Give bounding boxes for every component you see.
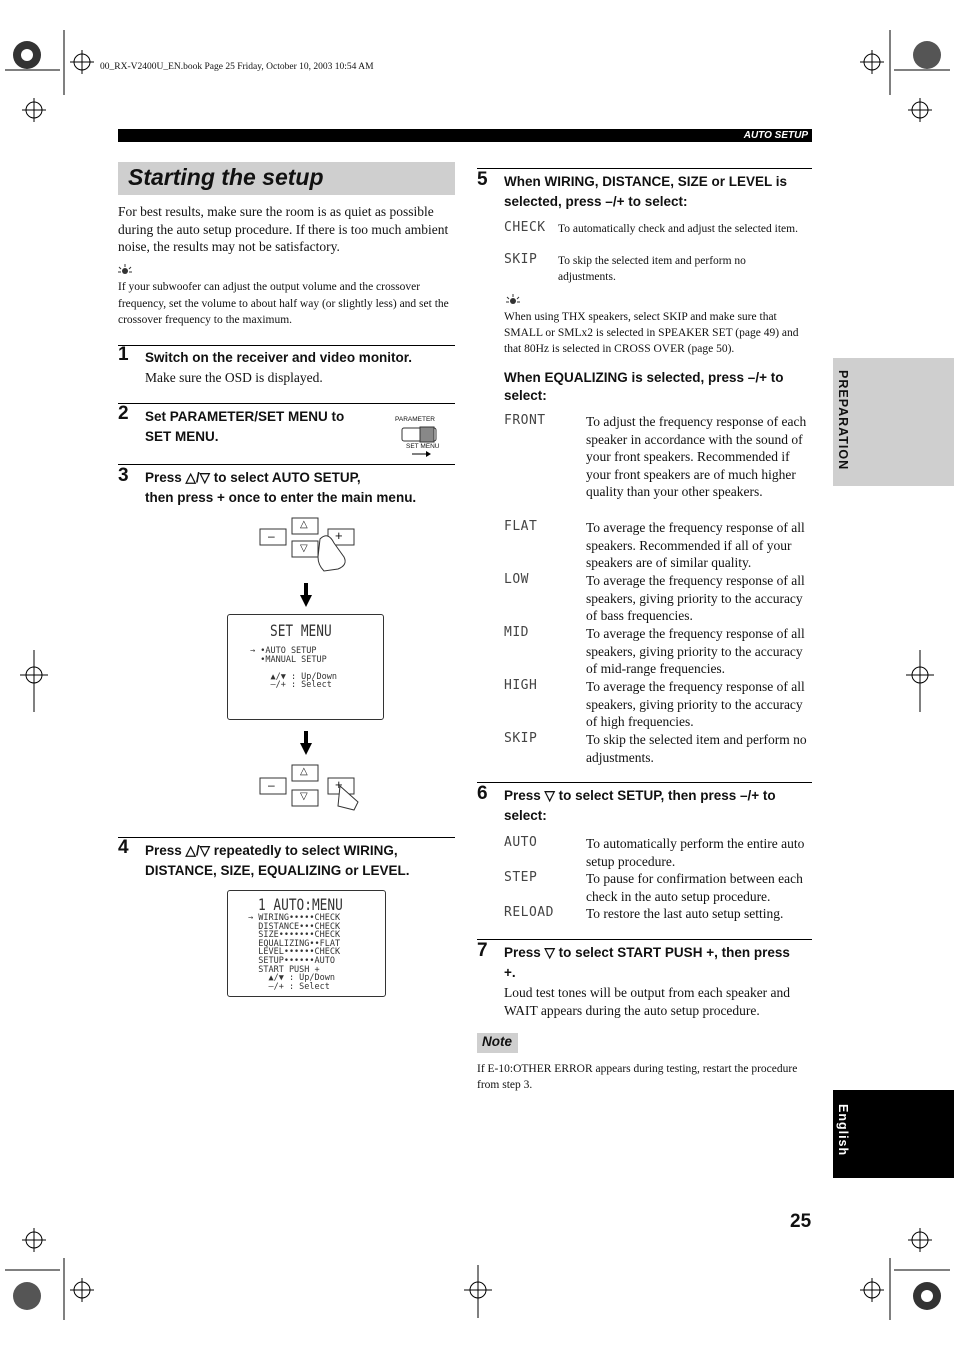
- step-number: 2: [118, 403, 129, 424]
- step-7-body: Loud test tones will be output from each speaker and WAIT appears during the auto setup procedure.: [504, 985, 791, 1018]
- note-label: Note: [482, 1034, 512, 1049]
- step-number: 1: [118, 344, 129, 365]
- tab-preparation-label: PREPARATION: [836, 370, 850, 471]
- option-code: HIGH: [504, 678, 538, 693]
- step-6-heading-line1: Press ▽ to select SETUP, then press –/+ to: [504, 788, 776, 803]
- file-info: 00_RX-V2400U_EN.book Page 25 Friday, October 10, 2003 10:54 AM: [100, 62, 374, 72]
- option-desc: To average the frequency response of all speakers, giving priority to the accuracy of bass frequencies.: [586, 573, 805, 623]
- step-number: 4: [118, 837, 129, 858]
- page-number: 25: [790, 1211, 812, 1232]
- tip-icon: [118, 264, 132, 276]
- remote-cursor-pad: [258, 517, 358, 573]
- option-desc: To adjust the frequency response of each speaker in accordance with the sound of your front speakers. Recommended if your front speakers are of much higher quality than your other speakers.: [586, 414, 807, 499]
- tip-icon: [506, 294, 520, 306]
- tab-english: [833, 1090, 954, 1178]
- osd-menu-lines: → •AUTO SETUP •MANUAL SETUP ▲/▼ : Up/Down –/+ : Select: [250, 646, 337, 691]
- step-number: 6: [477, 783, 488, 804]
- divider: [118, 345, 455, 346]
- step-1-heading: Switch on the receiver and video monitor.: [145, 350, 413, 365]
- step-7-heading-line2: +.: [504, 964, 516, 980]
- section-bar: [118, 129, 812, 142]
- option-desc: To skip the selected item and perform no adjustments.: [558, 255, 746, 283]
- switch-label-set-menu: SET MENU: [406, 443, 440, 450]
- option-desc: To restore the last auto setup setting.: [586, 906, 784, 921]
- minus-button[interactable]: –: [268, 778, 275, 792]
- option-code: STEP: [504, 870, 538, 885]
- option-code: SKIP: [504, 731, 538, 746]
- option-code: RELOAD: [504, 905, 554, 920]
- osd-title: SET MENU: [270, 621, 332, 640]
- step-number: 7: [477, 940, 488, 961]
- plus-button[interactable]: +: [335, 777, 343, 792]
- divider: [118, 837, 455, 838]
- plus-button[interactable]: +: [335, 528, 343, 543]
- down-button[interactable]: ▽: [300, 791, 308, 802]
- minus-button[interactable]: –: [268, 529, 275, 543]
- option-code: FLAT: [504, 519, 538, 534]
- parameter-switch-icon: [400, 426, 440, 444]
- osd-screen-auto-menu: [227, 890, 386, 997]
- option-desc: To skip the selected item and perform no adjustments.: [586, 732, 807, 765]
- note-text: If E-10:OTHER ERROR appears during testing, restart the procedure from step 3.: [477, 1063, 798, 1091]
- tab-preparation: [833, 358, 954, 486]
- arrow-down-icon: [300, 583, 312, 607]
- tab-english-label: English: [836, 1104, 850, 1157]
- step-3-heading-line2: then press + once to enter the main menu.: [145, 489, 417, 505]
- step-5-heading-line2: selected, press –/+ to select:: [504, 193, 688, 209]
- divider: [477, 168, 812, 169]
- step-7-heading-line1: Press ▽ to select START PUSH +, then press: [504, 945, 790, 960]
- osd-title: 1 AUTO:MENU: [258, 895, 343, 914]
- step-2-heading: Set PARAMETER/SET MENU to SET MENU.: [145, 409, 345, 444]
- osd-menu-lines: → WIRING•••••CHECK DISTANCE•••CHECK SIZE•••••••CHECK EQUALIZING••FLAT LEVEL••••••CHECK SETUP••••••AUTO START PUSH + ▲/▼ : Up/Down –/+ : Select: [248, 913, 341, 992]
- divider: [118, 403, 455, 404]
- section-bar-label: AUTO SETUP: [743, 130, 808, 141]
- option-code: AUTO: [504, 835, 538, 850]
- step-1-body: Make sure the OSD is displayed.: [145, 370, 323, 385]
- remote-cursor-pad: [258, 764, 368, 812]
- intro-text: For best results, make sure the room is as quiet as possible during the auto setup procedure. If there is too much ambient noise, the results may not be satisfactory.: [118, 204, 449, 254]
- step-5-heading-line1: When WIRING, DISTANCE, SIZE or LEVEL is: [504, 174, 788, 189]
- tip-text-thx: When using THX speakers, select SKIP and make sure that SMALL or SMLx2 is selected in SPEAKER SET (page 49) and that 80Hz is selected in CROSS OVER (page 50).: [504, 311, 799, 355]
- option-desc: To average the frequency response of all speakers, giving priority to the accuracy of high frequencies.: [586, 679, 805, 729]
- option-desc: To automatically check and adjust the selected item.: [558, 223, 798, 235]
- note-label-box: [477, 1033, 518, 1053]
- tip-text-subwoofer: If your subwoofer can adjust the output volume and the crossover frequency, set the volume to about half way (or slightly less) and set the crossover frequency to the maximum.: [118, 281, 449, 326]
- option-code: FRONT: [504, 413, 546, 428]
- option-desc: To average the frequency response of all speakers, giving priority to the accuracy of mid-range frequencies.: [586, 626, 805, 676]
- up-button[interactable]: △: [300, 766, 308, 777]
- divider: [118, 464, 455, 465]
- step-number: 3: [118, 465, 129, 486]
- step-4-heading-line2: DISTANCE, SIZE, EQUALIZING or LEVEL.: [145, 862, 410, 878]
- option-code: LOW: [504, 572, 529, 587]
- down-button[interactable]: ▽: [300, 543, 308, 554]
- osd-screen-set-menu: [227, 614, 384, 720]
- up-button[interactable]: △: [300, 519, 308, 530]
- step-3-heading-line1: Press △/▽ to select AUTO SETUP,: [145, 470, 361, 485]
- divider: [477, 782, 812, 783]
- switch-label-parameter: PARAMETER: [395, 416, 435, 423]
- step-6-heading-line2: select:: [504, 807, 547, 823]
- step-number: 5: [477, 169, 488, 190]
- option-desc: To automatically perform the entire auto setup procedure.: [586, 836, 805, 869]
- equalizing-heading-line2: select:: [504, 388, 547, 403]
- section-title-box: [118, 162, 455, 195]
- option-desc: To pause for confirmation between each check in the auto setup procedure.: [586, 871, 803, 904]
- option-code: SKIP: [504, 252, 538, 267]
- option-desc: To average the frequency response of all speakers. Recommended if all of your speakers are of similar quality.: [586, 520, 805, 570]
- divider: [477, 939, 812, 940]
- equalizing-heading-line1: When EQUALIZING is selected, press –/+ to: [504, 370, 784, 385]
- option-code: MID: [504, 625, 529, 640]
- arrow-right-icon: [412, 450, 432, 458]
- arrow-down-icon: [300, 731, 312, 755]
- step-4-heading-line1: Press △/▽ repeatedly to select WIRING,: [145, 843, 398, 858]
- page-title: Starting the setup: [128, 164, 324, 190]
- option-code: CHECK: [504, 220, 546, 235]
